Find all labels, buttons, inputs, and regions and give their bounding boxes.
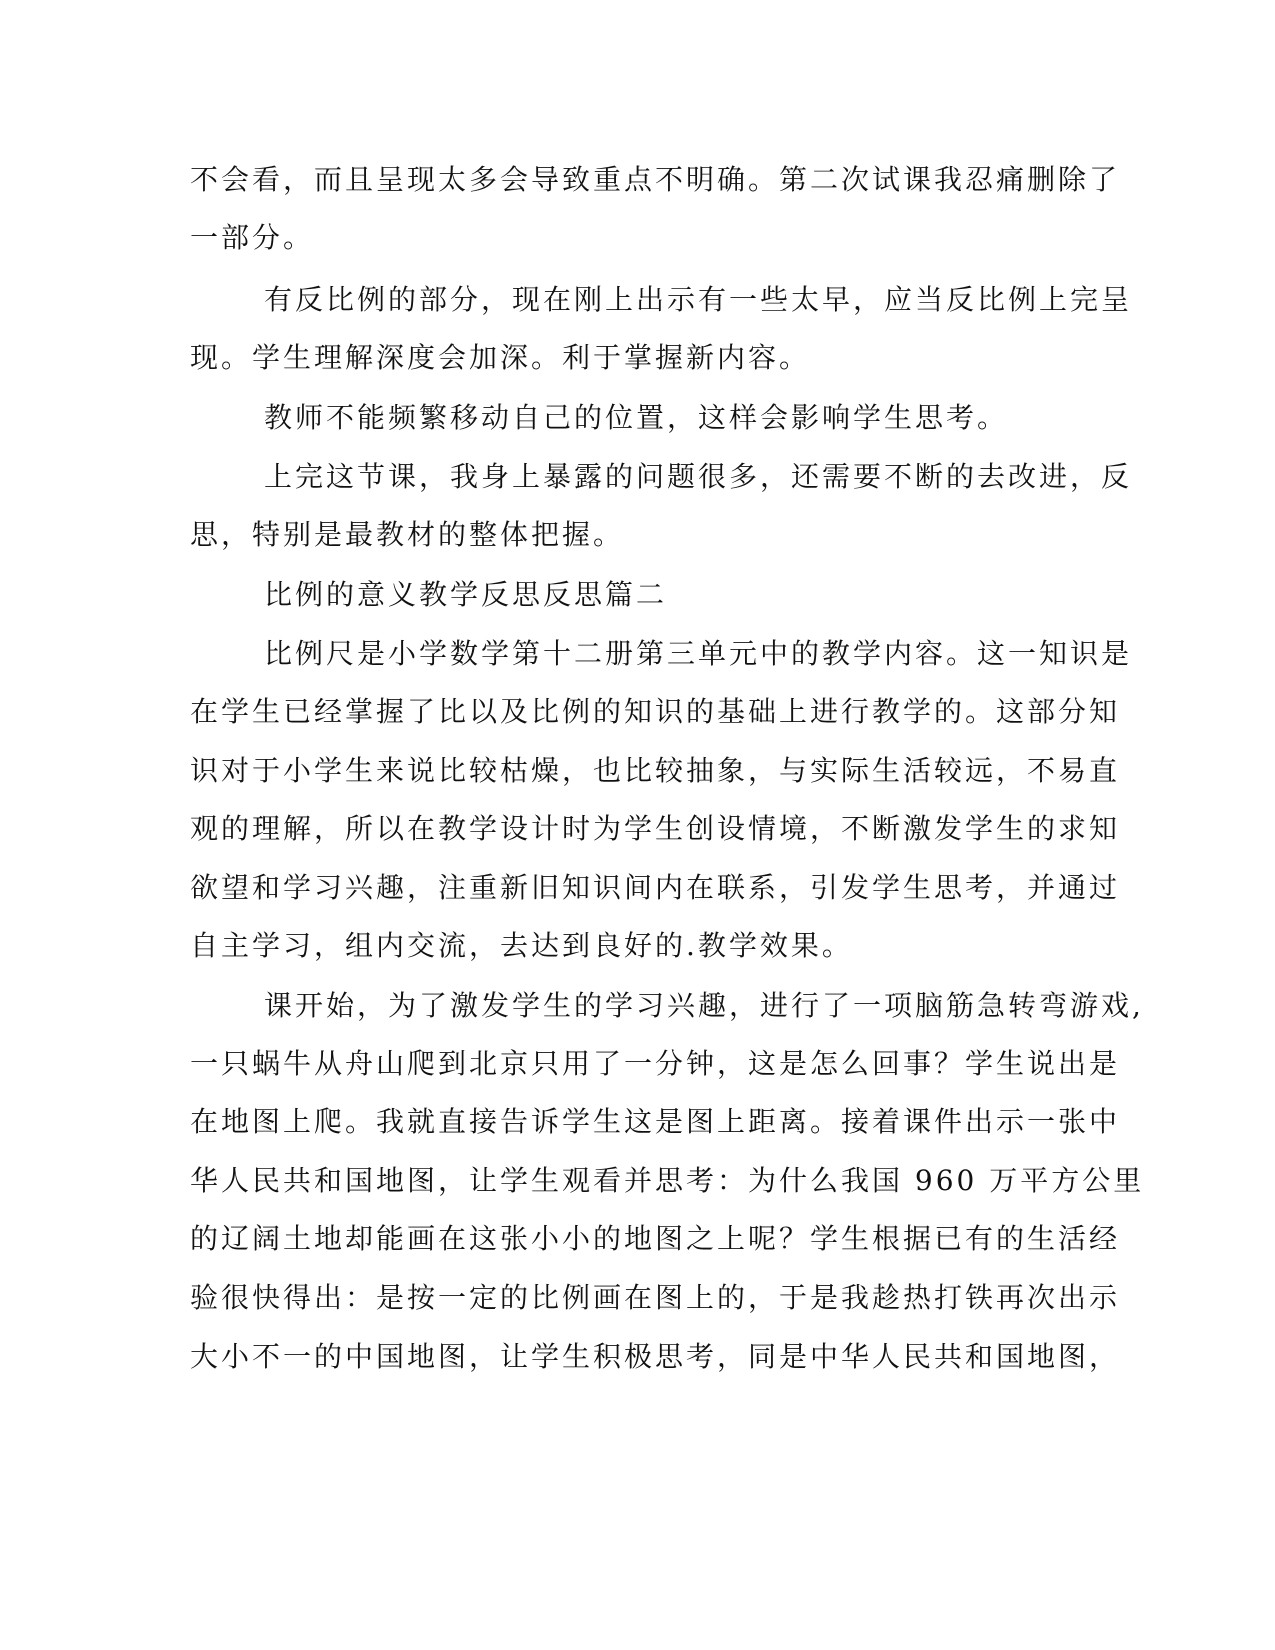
text-line: 在地图上爬。我就直接告诉学生这是图上距离。接着课件出示一张中 xyxy=(190,1105,1121,1138)
paragraph-start-line: 有反比例的部分，现在刚上出示有一些太早，应当反比例上完呈 xyxy=(264,283,1133,316)
text-line: 在学生已经掌握了比以及比例的知识的基础上进行教学的。这部分知 xyxy=(190,695,1121,728)
text-line: 一部分。 xyxy=(190,221,315,254)
paragraph-start-line: 上完这节课，我身上暴露的问题很多，还需要不断的去改进，反 xyxy=(264,460,1133,493)
text-line: 的辽阔土地却能画在这张小小的地图之上呢？学生根据已有的生活经 xyxy=(190,1222,1121,1255)
text-line: 不会看，而且呈现太多会导致重点不明确。第二次试课我忍痛删除了 xyxy=(190,163,1121,196)
text-line: 大小不一的中国地图，让学生积极思考，同是中华人民共和国地图， xyxy=(190,1340,1121,1373)
text-line: 一只蜗牛从舟山爬到北京只用了一分钟，这是怎么回事？学生说出是 xyxy=(190,1047,1121,1080)
text-line: 验很快得出：是按一定的比例画在图上的，于是我趁热打铁再次出示 xyxy=(190,1281,1121,1314)
text-line: 思，特别是最教材的整体把握。 xyxy=(190,518,625,551)
text-line: 自主学习，组内交流，去达到良好的.教学效果。 xyxy=(190,929,853,962)
section-heading: 比例的意义教学反思反思篇二 xyxy=(264,578,668,611)
text-line: 欲望和学习兴趣，注重新旧知识间内在联系，引发学生思考，并通过 xyxy=(190,871,1121,904)
text-line: 华人民共和国地图，让学生观看并思考：为什么我国 960 万平方公里 xyxy=(190,1164,1145,1197)
paragraph-start-line: 比例尺是小学数学第十二册第三单元中的教学内容。这一知识是 xyxy=(264,637,1133,670)
text-line: 识对于小学生来说比较枯燥，也比较抽象，与实际生活较远，不易直 xyxy=(190,754,1121,787)
paragraph-start-line: 教师不能频繁移动自己的位置，这样会影响学生思考。 xyxy=(264,401,1009,434)
text-line: 观的理解，所以在教学设计时为学生创设情境，不断激发学生的求知 xyxy=(190,812,1121,845)
paragraph-start-line: 课开始，为了激发学生的学习兴趣，进行了一项脑筋急转弯游戏, xyxy=(264,989,1144,1022)
text-line: 现。学生理解深度会加深。利于掌握新内容。 xyxy=(190,341,811,374)
